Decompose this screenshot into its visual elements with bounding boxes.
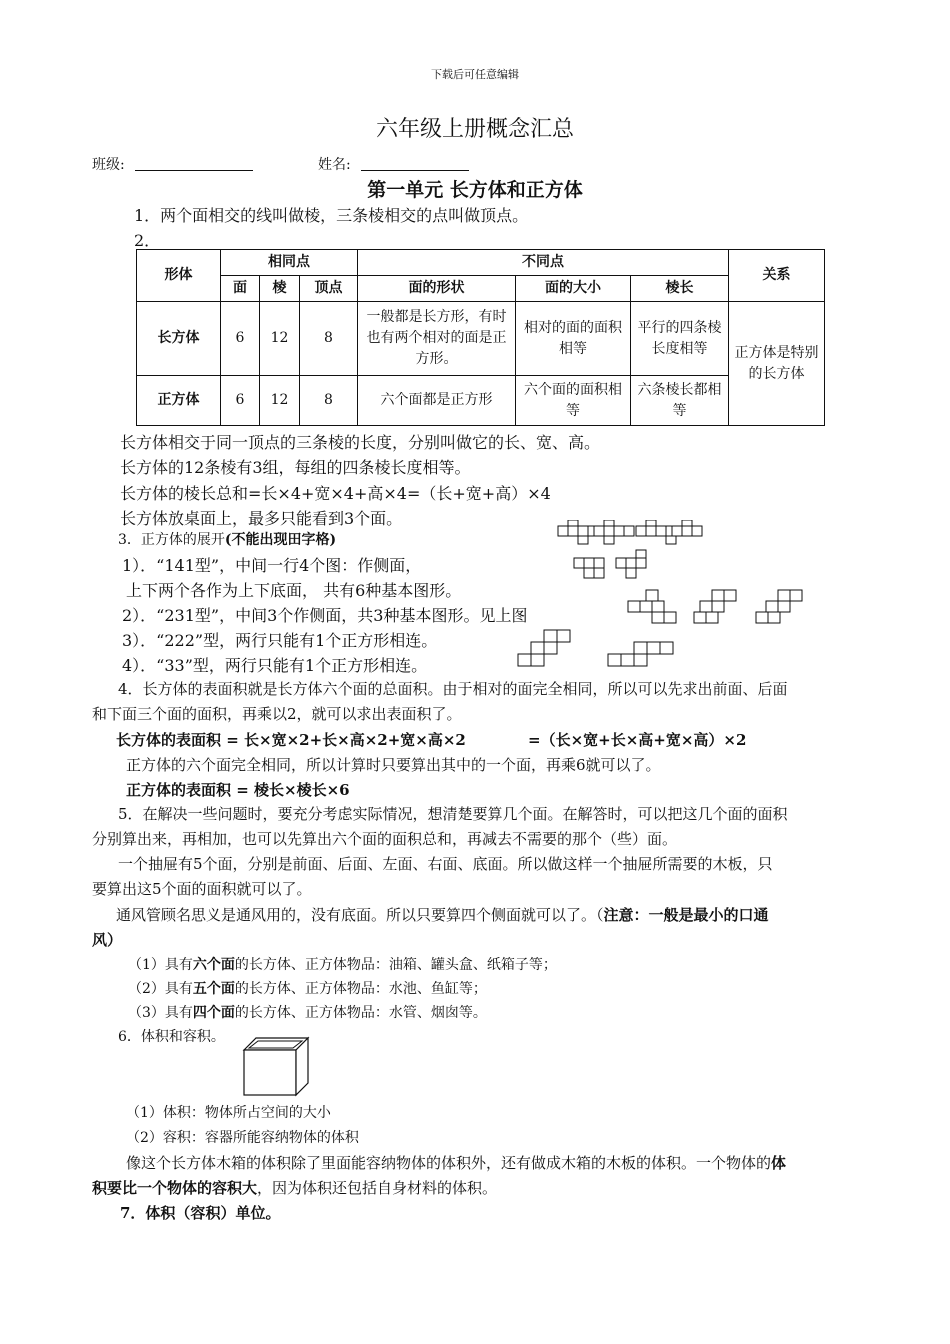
subheader-vertex: 顶点 [300,276,358,302]
relation-cell: 正方体是特别的长方体 [729,302,825,426]
text-line: 长方体的棱长总和=长×4+宽×4+高×4=（长+宽+高）×4 [120,484,551,503]
duct-line-1 [116,904,769,925]
item-6: 6．体积和容积。 [118,1029,225,1045]
unit-title: 第一单元 长方体和正方体 [367,179,583,201]
formula-rect-surface-factored: =（长×宽+长×高+宽×高）×2 [528,731,747,749]
row-face-shape: 一般都是长方形，有时也有两个相对的面是正方形。 [358,302,516,376]
formula-rect-surface: 长方体的表面积 = 长×宽×2+长×高×2+宽×高×2 [116,731,466,749]
list-suffix: 的长方体、正方体物品：油箱、罐头盒、纸箱子等； [234,957,557,973]
duct-text: 通风管顾名思义是通风用的，没有底面。所以只要算四个侧面就可以了。（ [116,906,604,924]
list-prefix: （1）具有 [128,957,193,973]
header-relation: 关系 [729,250,825,302]
list-suffix: 的长方体、正方体物品：水池、鱼缸等； [234,981,487,997]
item-4-line-2: 和下面三个面的面积，再乘以2，就可以求出表面积了。 [92,705,462,723]
box-line-2 [92,1177,497,1198]
name-blank [361,156,469,171]
list-bold: 六个面 [192,957,235,973]
box-bold: 积要比一个物体的容积大 [92,1179,258,1197]
text-line: 长方体放桌面上，最多只能看到3个面。 [120,509,403,528]
list-prefix: （2）具有 [128,981,193,997]
row-face-size: 相对的面的面积相等 [516,302,631,376]
subheader-edge-length: 棱长 [631,276,729,302]
text-line: 长方体的12条棱有3组，每组的四条棱长度相等。 [120,458,471,477]
text-line: 4）．“33”型，两行只能有1个正方形相连。 [122,656,428,675]
row-face-shape: 六个面都是正方形 [358,376,516,426]
box-text: 像这个长方体木箱的体积除了里面能容纳物体的体积外，还有做成木箱的木板的体积。一个物体的 [126,1154,772,1172]
text-line: 上下两个各作为上下底面， 共有6种基本图形。 [126,581,462,600]
header-shape: 形体 [137,250,221,302]
item-2: 2． [134,231,161,250]
row-edge-length: 六条棱长都相等 [631,376,729,426]
definition-volume: （1）体积：物体所占空间的大小 [126,1105,331,1121]
box-line-1 [126,1152,786,1173]
row-face: 6 [221,376,260,426]
row-vertex: 8 [300,302,358,376]
item-3-text: 3．正方体的展开 [118,532,225,548]
text-line: 2）．“231型”，中间3个作侧面，共3种基本图形。见上图 [122,606,528,625]
list-item [128,978,487,998]
text-line: 1）．“141型”，中间一行4个图：作侧面， [122,556,422,575]
drawer-line-2: 要算出这5个面的面积就可以了。 [92,880,312,898]
wooden-box-icon [240,1034,312,1098]
row-vertex: 8 [300,376,358,426]
text-line: 3）．“222”型，两行只能有1个正方形相连。 [122,631,438,650]
cube-net-231-icon [626,588,806,624]
class-label: 班级: [92,157,125,173]
document-title: 六年级上册概念汇总 [375,117,574,142]
formula-cube-surface: 正方体的表面积 = 棱长×棱长×6 [126,781,350,799]
cube-net-141-icon [556,520,706,582]
row-edge: 12 [260,376,300,426]
cube-note: 正方体的六个面完全相同，所以计算时只要算出其中的一个面，再乘6就可以了。 [126,756,661,774]
box-text: ，因为体积还包括自身材料的体积。 [257,1179,498,1197]
list-prefix: （3）具有 [128,1005,193,1021]
name-label: 姓名: [318,157,351,173]
duct-note: 注意：一般是最小的口通 [603,906,769,924]
row-face: 6 [221,302,260,376]
name-field [318,154,469,174]
list-suffix: 的长方体、正方体物品：水管、烟囱等。 [234,1005,487,1021]
cube-net-222-33-icon [516,628,676,672]
list-bold: 五个面 [192,981,235,997]
subheader-edge: 棱 [260,276,300,302]
item-1: 1．两个面相交的线叫做棱，三条棱相交的点叫做顶点。 [134,206,529,225]
comparison-table [136,249,825,426]
duct-line-2: 风） [92,931,123,949]
item-3-heading [118,529,336,549]
item-5-line-2: 分别算出来，再相加，也可以先算出六个面的面积总和，再减去不需要的那个（些）面。 [92,830,678,848]
item-5-line-1: 5．在解决一些问题时，要充分考虑实际情况，想清楚要算几个面。在解答时，可以把这几个面的面积 [118,805,788,823]
definition-capacity: （2）容积：容器所能容纳物体的体积 [126,1130,359,1146]
list-item [128,1002,487,1022]
header-same: 相同点 [221,250,358,276]
text-line: 长方体相交于同一顶点的三条棱的长度，分别叫做它的长、宽、高。 [120,433,601,452]
item-4-line-1: 4．长方体的表面积就是长方体六个面的总面积。由于相对的面完全相同，所以可以先求出前面、后面 [118,680,788,698]
header-note: 下载后可任意编辑 [431,68,519,81]
row-name: 长方体 [137,302,221,376]
subheader-face-size: 面的大小 [516,276,631,302]
row-edge: 12 [260,302,300,376]
row-face-size: 六个面的面积相等 [516,376,631,426]
list-item [128,954,557,974]
subheader-face: 面 [221,276,260,302]
header-diff: 不同点 [358,250,729,276]
item-3-bold: (不能出现田字格) [224,532,337,548]
class-blank [135,156,253,171]
class-field [92,154,253,174]
list-bold: 四个面 [192,1005,235,1021]
drawer-line-1: 一个抽屉有5个面，分别是前面、后面、左面、右面、底面。所以做这样一个抽屉所需要的木板，只 [118,855,773,873]
box-bold: 体 [771,1154,787,1172]
item-7: 7．体积（容积）单位。 [120,1204,281,1222]
row-name: 正方体 [137,376,221,426]
row-edge-length: 平行的四条棱长度相等 [631,302,729,376]
subheader-face-shape: 面的形状 [358,276,516,302]
